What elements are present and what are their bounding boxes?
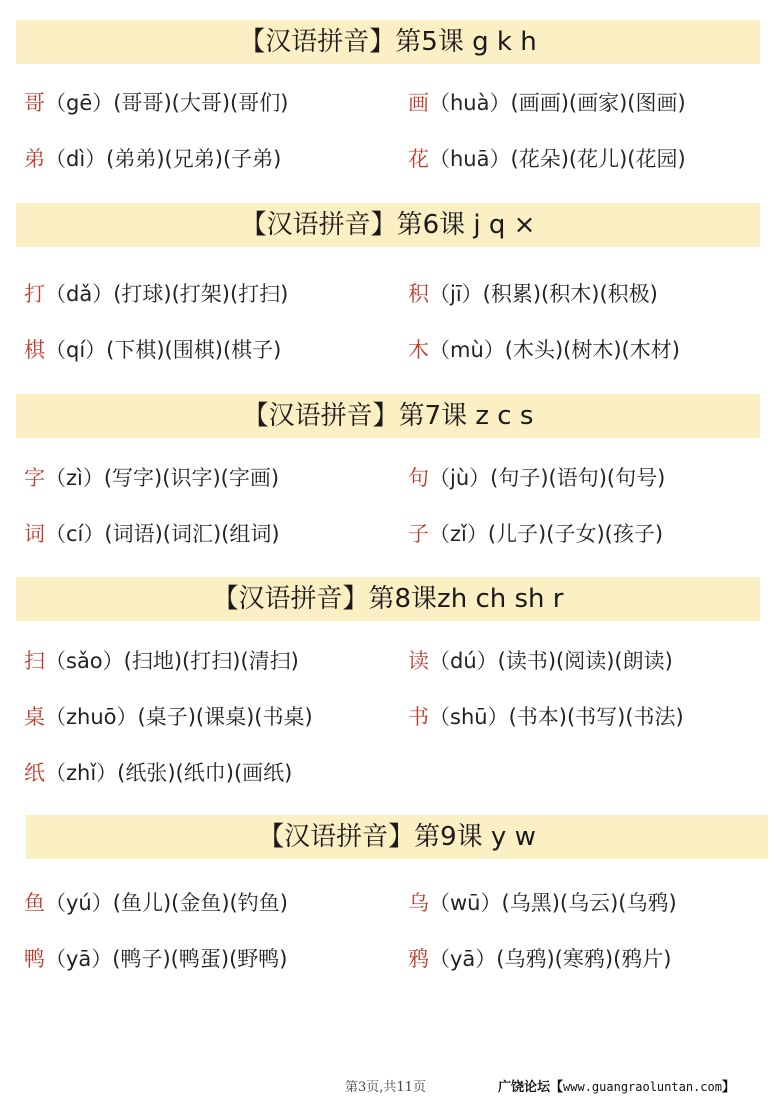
entry-words: (纸张)(纸巾)(画纸) — [117, 761, 293, 785]
entry-char: 鱼 — [24, 891, 45, 915]
entry-char: 哥 — [24, 91, 45, 115]
site-bracket: 】 — [721, 1080, 735, 1095]
entry-char: 桌 — [24, 705, 45, 729]
entry-words: (书本)(书写)(书法) — [508, 705, 684, 729]
entry-words: (词语)(词汇)(组词) — [104, 522, 280, 546]
entry-char: 棋 — [24, 338, 45, 362]
entry-pinyin: （huā） — [429, 147, 511, 171]
entry-pinyin: （jī） — [429, 282, 483, 306]
entry-char: 鸦 — [408, 947, 429, 971]
entry-char: 扫 — [24, 649, 45, 673]
page-number: 第3页,共11页 — [345, 1080, 426, 1095]
entry-char: 读 — [408, 649, 429, 673]
entry-char: 纸 — [24, 761, 45, 785]
entry-ge — [24, 86, 288, 120]
entry-char: 木 — [408, 338, 429, 362]
entry-zi-write — [24, 461, 279, 495]
entry-pinyin: （yā） — [429, 947, 497, 971]
entry-char: 书 — [408, 705, 429, 729]
entry-pinyin: （huà） — [429, 91, 511, 115]
entry-ji — [408, 277, 658, 311]
entry-pinyin: （jù） — [429, 466, 491, 490]
entry-ya-crow — [408, 942, 671, 976]
entry-char: 句 — [408, 466, 429, 490]
entry-pinyin: （dǎ） — [45, 282, 114, 306]
entry-pinyin: （zǐ） — [429, 522, 488, 546]
site-credit — [498, 1076, 735, 1095]
entry-pinyin: （zhǐ） — [45, 761, 118, 785]
entry-char: 词 — [24, 522, 45, 546]
entry-zhuo — [24, 700, 313, 734]
entry-char: 字 — [24, 466, 45, 490]
entry-words: (儿子)(子女)(孩子) — [487, 522, 664, 546]
entry-pinyin: （gē） — [45, 91, 114, 115]
entry-char: 弟 — [24, 147, 45, 171]
entry-pinyin: （qí） — [45, 338, 107, 362]
entry-shu — [408, 700, 684, 734]
entry-words: (扫地)(打扫)(清扫) — [123, 649, 299, 673]
entry-words: (弟弟)(兄弟)(子弟) — [106, 147, 282, 171]
entry-wu — [408, 886, 677, 920]
entry-pinyin: （zhuō） — [45, 705, 138, 729]
entry-char: 花 — [408, 147, 429, 171]
entry-words: (乌黑)(乌云)(乌鸦) — [501, 891, 677, 915]
entry-yu — [24, 886, 288, 920]
entry-words: (下棋)(围棋)(棋子) — [106, 338, 282, 362]
lesson-6-header: 【汉语拼音】第6课 j q × — [16, 203, 760, 247]
entry-char: 子 — [408, 522, 429, 546]
entry-words: (写字)(识字)(字画) — [103, 466, 280, 490]
entry-ci — [24, 517, 280, 551]
entry-zhi — [24, 756, 292, 790]
entry-hua-paint — [408, 86, 686, 120]
entry-words: (鸭子)(鸭蛋)(野鸭) — [112, 947, 288, 971]
entry-pinyin: （wū） — [429, 891, 502, 915]
entry-hua-flower — [408, 142, 686, 176]
entry-pinyin: （cí） — [45, 522, 105, 546]
entry-pinyin: （yú） — [45, 891, 113, 915]
lesson-5-header: 【汉语拼音】第5课 g k h — [16, 20, 760, 64]
site-name: 广饶论坛【 — [498, 1080, 564, 1095]
entry-char: 乌 — [408, 891, 429, 915]
entry-words: (积累)(积木)(积极) — [482, 282, 658, 306]
entry-words: (花朵)(花儿)(花园) — [510, 147, 686, 171]
site-url[interactable]: www.guangraoluntan.com — [563, 1080, 722, 1094]
entry-char: 打 — [24, 282, 45, 306]
entry-mu — [408, 333, 680, 367]
entry-da — [24, 277, 288, 311]
entry-pinyin: （mù） — [429, 338, 505, 362]
entry-char: 鸭 — [24, 947, 45, 971]
entry-ya-duck — [24, 942, 287, 976]
entry-pinyin: （sǎo） — [45, 649, 124, 673]
entry-words: (哥哥)(大哥)(哥们) — [113, 91, 289, 115]
entry-pinyin: （zì） — [45, 466, 104, 490]
entry-words: (画画)(画家)(图画) — [510, 91, 686, 115]
entry-ju — [408, 461, 665, 495]
lesson-8-header: 【汉语拼音】第8课zh ch sh r — [16, 577, 760, 621]
entry-pinyin: （dì） — [45, 147, 107, 171]
entry-words: (桌子)(课桌)(书桌) — [137, 705, 313, 729]
entry-words: (乌鸦)(寒鸦)(鸦片) — [496, 947, 672, 971]
entry-char: 画 — [408, 91, 429, 115]
entry-qi — [24, 333, 281, 367]
entry-words: (鱼儿)(金鱼)(钓鱼) — [112, 891, 288, 915]
entry-words: (句子)(语句)(句号) — [490, 466, 666, 490]
entry-sao — [24, 644, 299, 678]
lesson-7-header: 【汉语拼音】第7课 z c s — [16, 394, 760, 438]
entry-words: (木头)(树木)(木材) — [504, 338, 680, 362]
entry-zi-child — [408, 517, 663, 551]
entry-char: 积 — [408, 282, 429, 306]
entry-words: (打球)(打架)(打扫) — [113, 282, 289, 306]
lesson-9-header: 【汉语拼音】第9课 y w — [26, 815, 768, 859]
entry-pinyin: （dú） — [429, 649, 498, 673]
entry-pinyin: （shū） — [429, 705, 509, 729]
entry-words: (读书)(阅读)(朗读) — [497, 649, 673, 673]
entry-di — [24, 142, 281, 176]
entry-du — [408, 644, 673, 678]
entry-pinyin: （yā） — [45, 947, 113, 971]
